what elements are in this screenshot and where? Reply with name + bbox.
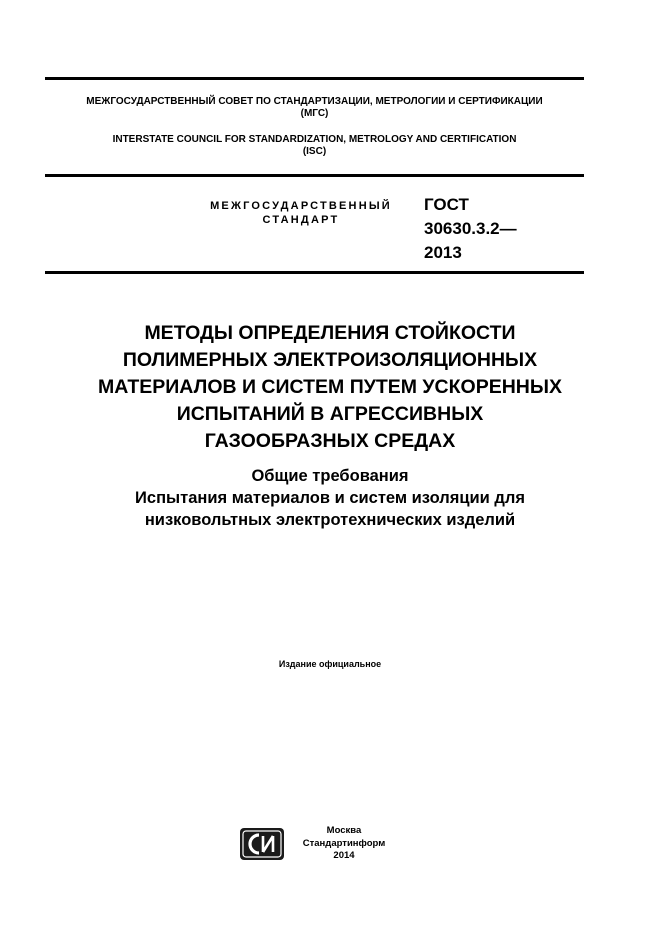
standard-number: 30630.3.2— (424, 219, 517, 238)
document-title (30, 320, 630, 455)
imprint (292, 825, 396, 863)
standard-prefix: ГОСТ (424, 195, 469, 214)
title-line: МЕТОДЫ ОПРЕДЕЛЕНИЯ СТОЙКОСТИ (144, 322, 516, 344)
imprint-year: 2014 (333, 850, 355, 861)
subtitle-line: Испытания материалов и систем изоляции для (135, 489, 525, 507)
council-abbr-en: (ISC) (302, 146, 327, 157)
title-line: ГАЗООБРАЗНЫХ СРЕДАХ (204, 430, 456, 452)
top-rule (45, 77, 584, 80)
council-name-ru-line1: МЕЖГОСУДАРСТВЕННЫЙ СОВЕТ ПО СТАНДАРТИЗАЦИИ, МЕТРОЛОГИИ И СЕРТИФИКАЦИИ (86, 96, 543, 107)
standard-year: 2013 (424, 243, 462, 262)
council-name-en (45, 134, 584, 158)
standartinform-logo-icon (239, 827, 285, 861)
title-line: ПОЛИМЕРНЫХ ЭЛЕКТРОИЗОЛЯЦИОННЫХ (122, 349, 538, 371)
imprint-publisher: Стандартинформ (302, 837, 386, 849)
council-abbr-ru: (МГС) (300, 108, 329, 119)
standard-designation (424, 193, 517, 265)
document-subtitle (30, 465, 630, 531)
bottom-rule (45, 271, 584, 274)
standard-kind (190, 199, 412, 227)
subtitle-line: низковольтных электротехнических изделий (144, 511, 516, 529)
edition-note: Издание официальное (278, 659, 382, 669)
council-name-ru (45, 96, 584, 120)
title-line: ИСПЫТАНИЙ В АГРЕССИВНЫХ (176, 403, 484, 425)
title-line: МАТЕРИАЛОВ И СИСТЕМ ПУТЕМ УСКОРЕННЫХ (98, 376, 562, 398)
standard-kind-line2: СТАНДАРТ (262, 214, 340, 226)
subtitle-line: Общие требования (251, 467, 409, 485)
middle-rule (45, 174, 584, 177)
standard-kind-line1: МЕЖГОСУДАРСТВЕННЫЙ (210, 200, 392, 212)
imprint-city: Москва (326, 825, 362, 836)
council-name-en-line1: INTERSTATE COUNCIL FOR STANDARDIZATION, METROLOGY AND CERTIFICATION (112, 134, 517, 145)
